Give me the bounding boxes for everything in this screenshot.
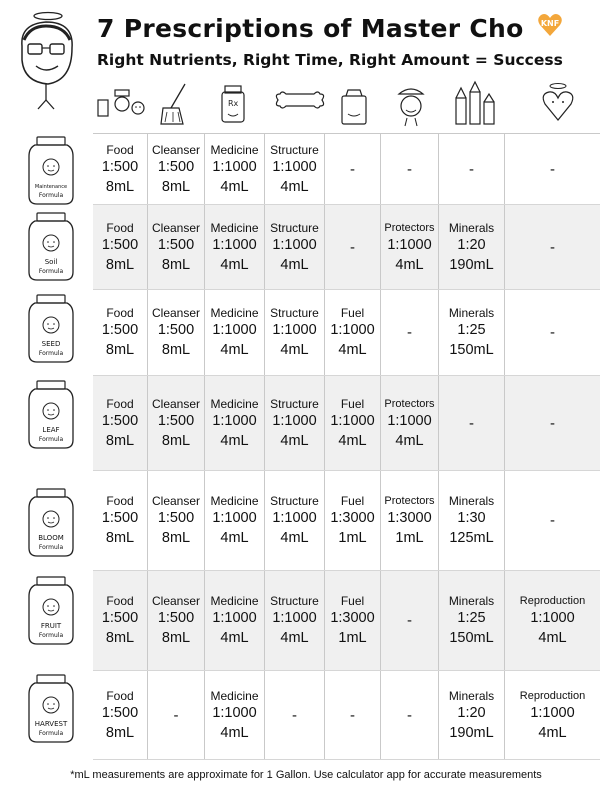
knf-badge-label: KNF <box>540 19 560 28</box>
jar-formula-word: Formula <box>38 268 64 275</box>
nutrient-name: Food <box>106 396 134 411</box>
empty-cell-dash: - <box>550 238 555 256</box>
nutrient-name: Cleanser <box>151 594 201 608</box>
table-cell <box>439 571 505 670</box>
nutrient-name: Minerals <box>448 306 495 320</box>
amount-per-gallon: 4mL <box>338 342 367 358</box>
jar-formula-name: HARVEST <box>34 720 68 728</box>
formula-jar-icon <box>26 574 76 646</box>
medicine-icon <box>218 80 248 128</box>
dilution-ratio: 1:1000 <box>212 510 257 526</box>
table-cell <box>325 671 381 759</box>
nutrient-name: Food <box>106 494 134 508</box>
table-cell <box>439 290 505 375</box>
dilution-ratio: 1:500 <box>101 412 139 429</box>
dilution-ratio: 1:1000 <box>330 412 375 429</box>
table-cell <box>381 571 439 670</box>
table-cell <box>505 290 600 375</box>
table-cell <box>148 471 205 570</box>
page-subtitle: Right Nutrients, Right Time, Right Amount = Success <box>97 51 563 69</box>
dilution-ratio: 1:500 <box>157 236 195 253</box>
jar-formula-name: SEED <box>41 340 61 348</box>
empty-cell-dash: - <box>407 706 412 724</box>
amount-per-gallon: 8mL <box>161 256 191 273</box>
empty-cell-dash: - <box>173 706 179 724</box>
amount-per-gallon: 8mL <box>105 432 135 449</box>
dilution-ratio: 1:1000 <box>212 322 257 338</box>
table-cell <box>439 471 505 570</box>
amount-per-gallon: 4mL <box>338 432 367 449</box>
table-cell <box>325 471 381 570</box>
amount-per-gallon: 190mL <box>449 256 494 273</box>
table-cell <box>381 290 439 375</box>
amount-per-gallon: 150mL <box>449 630 494 646</box>
table-cell <box>205 471 265 570</box>
reproduction-icon <box>540 80 576 128</box>
nutrient-name: Cleanser <box>151 306 201 320</box>
table-cell <box>439 134 505 204</box>
dilution-ratio: 1:500 <box>157 158 195 175</box>
formula-jar-icon <box>26 134 76 206</box>
formula-jar-icon <box>26 672 76 744</box>
table-cell <box>505 205 600 289</box>
table-cell <box>505 571 600 670</box>
dilution-ratio: 1:3000 <box>330 610 375 626</box>
cleanser-icon <box>155 80 195 128</box>
nutrient-name: Food <box>106 142 134 157</box>
nutrient-name: Fuel <box>340 396 365 411</box>
svg-text:Rx: Rx <box>228 99 239 108</box>
nutrient-name: Cleanser <box>151 220 201 235</box>
dilution-ratio: 1:30 <box>457 510 486 526</box>
nutrient-name: Protectors <box>384 221 435 234</box>
formula-jar-icon <box>26 210 76 282</box>
nutrient-name: Structure <box>270 220 319 235</box>
dilution-ratio: 1:500 <box>101 704 139 721</box>
amount-per-gallon: 4mL <box>280 432 309 449</box>
dilution-ratio: 1:1000 <box>530 610 575 626</box>
amount-per-gallon: 4mL <box>220 724 249 741</box>
dilution-ratio: 1:1000 <box>272 510 317 526</box>
nutrient-name: Structure <box>270 396 319 411</box>
amount-per-gallon: 4mL <box>280 342 309 358</box>
nutrient-name: Food <box>106 688 134 703</box>
table-cell <box>381 376 439 470</box>
table-cell <box>265 571 325 670</box>
table-row <box>93 205 600 290</box>
protectors-icon <box>395 80 427 128</box>
table-cell <box>439 376 505 470</box>
jar-formula-word: Formula <box>38 730 64 737</box>
amount-per-gallon: 8mL <box>161 342 191 358</box>
table-cell <box>265 290 325 375</box>
amount-per-gallon: 4mL <box>280 178 309 195</box>
table-cell <box>205 376 265 470</box>
dilution-ratio: 1:1000 <box>330 322 375 338</box>
nutrient-name: Cleanser <box>151 142 201 157</box>
table-cell <box>93 471 148 570</box>
dilution-ratio: 1:1000 <box>212 610 257 626</box>
table-cell <box>148 376 205 470</box>
nutrient-name: Fuel <box>340 594 365 608</box>
nutrient-name: Medicine <box>210 494 259 508</box>
table-cell <box>148 134 205 204</box>
amount-per-gallon: 8mL <box>161 530 191 546</box>
empty-cell-dash: - <box>469 414 474 432</box>
amount-per-gallon: 150mL <box>449 342 494 358</box>
empty-cell-dash: - <box>407 160 412 178</box>
amount-per-gallon: 4mL <box>220 256 249 273</box>
nutrient-name: Structure <box>270 142 319 157</box>
table-cell <box>205 134 265 204</box>
nutrient-name: Medicine <box>210 142 259 157</box>
amount-per-gallon: 4mL <box>395 432 424 449</box>
formula-jar-icon <box>26 292 76 364</box>
amount-per-gallon: 4mL <box>538 630 567 646</box>
empty-cell-dash: - <box>550 414 555 432</box>
nutrient-name: Medicine <box>210 594 259 608</box>
table-row <box>93 471 600 571</box>
dilution-ratio: 1:1000 <box>212 236 257 253</box>
nutrient-name: Cleanser <box>151 494 201 508</box>
jar-formula-name: LEAF <box>42 426 60 434</box>
jar-formula-word: Formula <box>38 350 64 357</box>
page-title: 7 Prescriptions of Master Cho <box>97 14 524 43</box>
dilution-ratio: 1:500 <box>157 510 195 526</box>
table-cell <box>205 205 265 289</box>
amount-per-gallon: 190mL <box>449 724 494 741</box>
empty-cell-dash: - <box>550 324 555 341</box>
nutrient-name: Minerals <box>448 688 495 703</box>
dilution-ratio: 1:1000 <box>272 236 317 253</box>
nutrient-name: Minerals <box>448 220 495 235</box>
table-cell <box>505 671 600 759</box>
amount-per-gallon: 4mL <box>220 630 249 646</box>
table-cell <box>205 290 265 375</box>
nutrient-name: Reproduction <box>519 595 586 607</box>
table-cell <box>505 376 600 470</box>
table-cell <box>325 290 381 375</box>
table-cell <box>381 471 439 570</box>
jar-formula-name: Soil <box>44 258 58 266</box>
amount-per-gallon: 4mL <box>220 342 249 358</box>
empty-cell-dash: - <box>550 512 555 529</box>
dilution-ratio: 1:1000 <box>272 610 317 626</box>
table-cell <box>93 290 148 375</box>
nutrient-name: Reproduction <box>519 689 586 702</box>
amount-per-gallon: 4mL <box>538 724 567 741</box>
table-cell <box>325 571 381 670</box>
nutrient-name: Structure <box>270 306 319 320</box>
page-header <box>0 0 612 135</box>
amount-per-gallon: 1mL <box>395 530 424 546</box>
dilution-ratio: 1:500 <box>101 510 139 526</box>
table-row <box>93 671 600 760</box>
master-cho-avatar <box>10 10 88 110</box>
table-cell <box>325 205 381 289</box>
table-row <box>93 290 600 376</box>
amount-per-gallon: 1mL <box>338 530 367 546</box>
amount-per-gallon: 8mL <box>105 342 135 358</box>
dilution-ratio: 1:500 <box>101 322 139 338</box>
dilution-ratio: 1:500 <box>157 610 195 626</box>
nutrient-name: Cleanser <box>151 396 201 411</box>
dilution-ratio: 1:500 <box>101 610 139 626</box>
table-cell <box>93 205 148 289</box>
dilution-ratio: 1:20 <box>457 236 486 253</box>
structure-icon <box>272 80 328 128</box>
nutrient-name: Fuel <box>340 306 365 320</box>
table-cell <box>265 376 325 470</box>
table-cell <box>381 134 439 204</box>
nutrient-name: Medicine <box>210 306 259 320</box>
nutrient-name: Medicine <box>210 688 259 703</box>
table-cell <box>325 376 381 470</box>
table-cell <box>93 134 148 204</box>
dilution-ratio: 1:1000 <box>212 704 257 721</box>
table-row <box>93 133 600 205</box>
dilution-ratio: 1:500 <box>101 158 139 175</box>
dilution-ratio: 1:3000 <box>387 510 432 526</box>
amount-per-gallon: 8mL <box>161 432 191 449</box>
amount-per-gallon: 4mL <box>220 432 249 449</box>
table-cell <box>93 571 148 670</box>
jar-formula-name: Maintenance <box>34 184 68 190</box>
dilution-ratio: 1:1000 <box>272 412 317 429</box>
table-cell <box>265 471 325 570</box>
amount-per-gallon: 8mL <box>105 178 135 195</box>
food-icon <box>95 80 147 128</box>
jar-formula-word: Formula <box>38 436 64 443</box>
nutrient-name: Medicine <box>210 396 259 411</box>
table-cell <box>439 671 505 759</box>
table-cell <box>325 134 381 204</box>
amount-per-gallon: 125mL <box>449 530 494 546</box>
nutrient-name: Protectors <box>384 495 435 507</box>
nutrient-name: Structure <box>270 494 319 508</box>
table-cell <box>93 671 148 759</box>
amount-per-gallon: 4mL <box>280 530 309 546</box>
dilution-ratio: 1:500 <box>157 412 195 429</box>
nutrient-name: Food <box>106 220 134 235</box>
table-cell <box>265 671 325 759</box>
empty-cell-dash: - <box>350 706 355 724</box>
table-row <box>93 571 600 671</box>
table-cell <box>505 134 600 204</box>
dilution-ratio: 1:1000 <box>530 704 575 721</box>
dilution-ratio: 1:1000 <box>212 412 257 429</box>
dilution-ratio: 1:25 <box>457 610 486 626</box>
empty-cell-dash: - <box>407 324 412 341</box>
table-cell <box>205 671 265 759</box>
jar-formula-word: Formula <box>38 632 64 639</box>
amount-per-gallon: 8mL <box>161 178 191 195</box>
prescription-table <box>93 133 600 760</box>
amount-per-gallon: 8mL <box>105 630 135 646</box>
nutrient-name: Fuel <box>340 494 365 508</box>
table-cell <box>265 134 325 204</box>
table-cell <box>381 671 439 759</box>
table-cell <box>265 205 325 289</box>
table-cell <box>439 205 505 289</box>
table-cell <box>148 205 205 289</box>
amount-per-gallon: 8mL <box>161 630 191 646</box>
amount-per-gallon: 4mL <box>395 256 424 273</box>
amount-per-gallon: 4mL <box>220 178 249 195</box>
table-row <box>93 376 600 471</box>
nutrient-name: Minerals <box>448 494 495 508</box>
table-cell <box>148 290 205 375</box>
jar-formula-name: BLOOM <box>38 534 64 542</box>
empty-cell-dash: - <box>292 706 297 724</box>
nutrient-name: Structure <box>270 594 319 608</box>
fuel-icon <box>338 80 370 128</box>
dilution-ratio: 1:500 <box>157 322 195 338</box>
table-cell <box>381 205 439 289</box>
formula-jar-icon <box>26 486 76 558</box>
table-cell <box>148 671 205 759</box>
table-cell <box>205 571 265 670</box>
jar-formula-word: Formula <box>38 544 64 551</box>
empty-cell-dash: - <box>407 612 412 629</box>
dilution-ratio: 1:3000 <box>330 510 375 526</box>
amount-per-gallon: 1mL <box>338 630 367 646</box>
amount-per-gallon: 4mL <box>220 530 249 546</box>
jar-formula-name: FRUIT <box>40 622 62 630</box>
dilution-ratio: 1:1000 <box>272 322 317 338</box>
dilution-ratio: 1:20 <box>457 704 486 721</box>
dilution-ratio: 1:500 <box>101 236 139 253</box>
formula-jar-icon <box>26 378 76 450</box>
nutrient-name: Minerals <box>448 594 495 608</box>
minerals-icon <box>452 80 498 128</box>
table-cell <box>93 376 148 470</box>
amount-per-gallon: 4mL <box>280 256 309 273</box>
footnote: *mL measurements are approximate for 1 Gallon. Use calculator app for accurate measurements <box>70 769 542 781</box>
amount-per-gallon: 8mL <box>105 530 135 546</box>
nutrient-name: Food <box>106 306 134 320</box>
table-cell <box>148 571 205 670</box>
nutrient-name: Medicine <box>210 220 259 235</box>
amount-per-gallon: 8mL <box>105 724 135 741</box>
dilution-ratio: 1:1000 <box>272 158 317 175</box>
nutrient-name: Food <box>106 594 134 608</box>
amount-per-gallon: 4mL <box>280 630 309 646</box>
empty-cell-dash: - <box>350 238 355 256</box>
dilution-ratio: 1:1000 <box>387 236 432 253</box>
empty-cell-dash: - <box>550 160 555 178</box>
table-cell <box>505 471 600 570</box>
dilution-ratio: 1:1000 <box>387 412 432 429</box>
empty-cell-dash: - <box>469 160 474 178</box>
dilution-ratio: 1:25 <box>457 322 486 338</box>
empty-cell-dash: - <box>350 160 355 178</box>
nutrient-name: Protectors <box>384 397 435 410</box>
dilution-ratio: 1:1000 <box>212 158 257 175</box>
jar-formula-word: Formula <box>38 192 64 199</box>
amount-per-gallon: 8mL <box>105 256 135 273</box>
